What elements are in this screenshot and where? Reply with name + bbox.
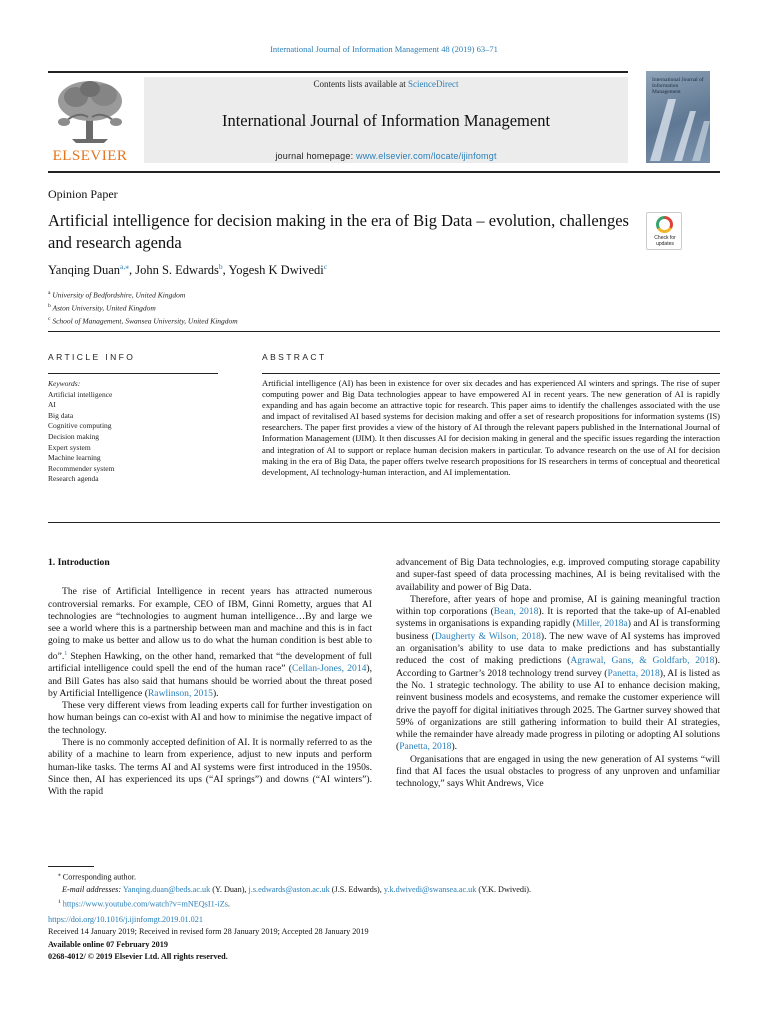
affiliation-item	[48, 288, 238, 301]
footnotes	[48, 869, 720, 910]
header-bottom-rule	[48, 171, 720, 173]
corresponding-author-note	[48, 869, 720, 884]
author-separator: ,	[128, 263, 136, 278]
affiliation-item	[48, 301, 238, 314]
affil-mark: c	[48, 316, 51, 322]
body-column-right	[396, 557, 720, 791]
keywords-block	[48, 379, 114, 485]
copyright: 0268-4012/ © 2019 Elsevier Ltd. All rights reserved.	[48, 952, 228, 962]
crossmark-label: Check for updates	[654, 235, 676, 247]
keyword-item: Research agenda	[48, 474, 99, 484]
email-note	[48, 884, 720, 896]
body-paragraph: There is no commonly accepted definition of AI. It is normally referred to as the ability of a machine to learn from experience, adjust to new inputs and perform human-like tasks. The terms AI and AI systems were first introduced in the 1950s. Since then, AI has experienced its ups (“AI springs”) and downs (“AI winters”). With the rapid	[48, 737, 372, 798]
text-run: ).	[451, 741, 458, 753]
citation-link[interactable]: Bean, 2018	[493, 606, 539, 618]
affil-mark: b	[48, 303, 51, 309]
section-rule	[48, 331, 720, 332]
affiliations	[48, 288, 238, 327]
footnote-1	[48, 896, 720, 911]
keyword-item: Machine learning	[48, 453, 101, 463]
email-link[interactable]: Yanqing.duan@beds.ac.uk	[122, 884, 211, 894]
author-list	[48, 262, 327, 278]
keyword-item: AI	[48, 400, 56, 410]
text-run: ), AI is listed as the No. 1 strategic technology. The ability to use AI to enhance decision making, reinvent business models and ecosystems, and remake the customer experience will drive the payoff for digital initiatives through 2025. The Gartner survey showed that 59% of organizations are still gathering information to build their AI strategies, while the remainder have already made progress in piloting or adopting AI solutions (	[396, 667, 720, 753]
footnote-mark: ⁎	[58, 872, 61, 878]
keyword-item: Recommender system	[48, 463, 115, 473]
youtube-link[interactable]: https://www.youtube.com/watch?v=mNEQsI1-iZs	[62, 899, 228, 909]
keyword-item: Big data	[48, 410, 74, 420]
keywords-label: Keywords:	[48, 379, 81, 388]
email-link[interactable]: y.k.dwivedi@swansea.ac.uk	[383, 884, 477, 894]
contents-line	[144, 79, 628, 89]
affil-text: University of Bedfordshire, United Kingdom	[52, 290, 186, 300]
corresponding-text: Corresponding author.	[62, 872, 137, 882]
text-run: ). According to Gartner’s 2018 technology trend survey (	[396, 655, 720, 679]
body-paragraph: These very different views from leading experts call for further investigation on how human beings can co-exist with AI and how to minimise the negative impact of the technology.	[48, 700, 372, 736]
article-type: Opinion Paper	[48, 187, 118, 201]
abstract-text: Artificial intelligence (AI) has been in existence for over six decades and has experienced AI winters and springs. The rise of super computing power and Big Data technologies appear to have empowered AI in recent years. The new generation of AI is rapidly expanding and has again become an attractive topic for research. This paper aims to identify the challenges associated with the use and impact of revitalised AI based systems for decision making and offer a set of research propositions for information systems (IS) researchers. The paper first provides a view of the history of AI through the relevant papers published in the International Journal of Information Management (IJIM). It then discusses AI for decision making in general and the specific issues regarding the interaction and integration of AI to support or replace human decision makers in particular. To advance research on the use of AI for decision making in the era of Big Data, the paper offers twelve research propositions for IS researchers in terms of conceptual and theoretical development, AI technology-human interaction, and AI implementation.	[262, 378, 720, 477]
body-rule	[48, 522, 720, 523]
affil-text: School of Management, Swansea University, United Kingdom	[52, 316, 238, 326]
body-paragraph	[396, 594, 720, 754]
body-column-left	[48, 557, 372, 799]
publication-info	[48, 914, 720, 964]
sciencedirect-link[interactable]: ScienceDirect	[408, 79, 459, 89]
citation-link[interactable]: Panetta, 2018	[607, 667, 660, 679]
received-dates: Received 14 January 2019; Received in revised form 28 January 2019; Accepted 28 January 2019	[48, 927, 369, 937]
citation-link[interactable]: Panetta, 2018	[399, 741, 452, 753]
doi-link[interactable]: https://doi.org/10.1016/j.ijinfomgt.2019.01.021	[48, 915, 203, 924]
text-run: Stephen Hawking, on the other hand, remarked that “the development of full artificial intelligence could spell the end of the human race” (	[48, 650, 372, 675]
crossmark-badge[interactable]	[646, 212, 682, 250]
author-separator: ,	[222, 263, 229, 278]
text-run: ).	[212, 687, 219, 699]
publisher-logo-text: ELSEVIER	[52, 148, 128, 164]
text-run: ), and Bill Gates has also said that humans should be worried about the threat posed by Artificial Intelligence (	[48, 663, 373, 699]
author-name[interactable]: John S. Edwards	[135, 263, 219, 278]
article-info-rule	[48, 373, 218, 374]
author-affil-mark[interactable]: c	[323, 262, 328, 271]
email-owner: (Y. Duan),	[210, 884, 249, 894]
tree-logo-icon	[52, 77, 128, 147]
article-title: Artificial intelligence for decision making in the era of Big Data – evolution, challenges and research agenda	[48, 211, 629, 252]
affil-mark: a	[48, 290, 51, 296]
article-info-heading: ARTICLE INFO	[48, 352, 136, 362]
journal-title: International Journal of Information Management	[221, 111, 551, 130]
author-name[interactable]: Yogesh K Dwivedi	[228, 263, 324, 278]
keyword-item: Artificial intelligence	[48, 389, 113, 399]
email-link[interactable]: j.s.edwards@aston.ac.uk	[248, 884, 330, 894]
text-run: ) and AI is transforming business (	[396, 618, 720, 642]
footnote-rule	[48, 866, 94, 867]
cover-graphic-icon	[646, 91, 710, 163]
footnote-ref[interactable]: 1	[64, 650, 68, 657]
body-paragraph	[48, 586, 372, 700]
abstract-heading: ABSTRACT	[262, 352, 327, 362]
citation-link[interactable]: Miller, 2018a	[575, 618, 628, 630]
keyword-item: Cognitive computing	[48, 421, 112, 431]
abstract-rule	[262, 373, 720, 374]
email-label: E-mail addresses:	[62, 884, 122, 894]
footnote-mark: 1	[58, 898, 61, 905]
text-run: The rise of Artificial Intelligence in recent years has attracted numerous controversial remarks. For example, CEO of IBM, Ginni Rometty, argues that AI technologies are “technologies to augment human intelligence…By and large we see a world where this is a partnership between man and machine and this is in fact going to make us better and allow us to do what the human condition is best able to do”.	[48, 586, 372, 662]
text-run: ). The new wave of AI systems has improved an organisation’s ability to use data to make predictions and has substantially reduced the cost of making predictions (	[396, 630, 720, 667]
cover-title: International Journal of Information Management	[652, 77, 704, 95]
citation-link[interactable]: Rawlinson, 2015	[147, 687, 213, 699]
homepage-line	[144, 151, 628, 161]
author-name[interactable]: Yanqing Duan	[48, 263, 120, 278]
affiliation-item	[48, 314, 238, 327]
keyword-item: Decision making	[48, 431, 100, 441]
journal-header-box	[144, 77, 628, 163]
homepage-prefix: journal homepage:	[275, 151, 356, 161]
crossmark-inner	[659, 219, 670, 230]
email-owner: (J.S. Edwards),	[329, 884, 384, 894]
publisher-logo[interactable]	[48, 77, 132, 165]
body-paragraph: Organisations that are engaged in using the new generation of AI systems “will find that AI faces the usual obstacles to progress of any unproven and unfamiliar technology,” says Whit Andrews, Vice	[396, 753, 720, 790]
citation-link[interactable]: Agrawal, Gans, & Goldfarb, 2018	[570, 655, 715, 667]
header-top-rule	[48, 71, 628, 73]
author-affil-mark[interactable]: b	[218, 262, 223, 271]
section-heading: 1. Introduction	[48, 557, 110, 568]
footnote-end: .	[227, 899, 230, 909]
journal-reference[interactable]: International Journal of Information Management 48 (2019) 63–71	[270, 44, 498, 54]
journal-homepage-link[interactable]: www.elsevier.com/locate/ijinfomgt	[356, 151, 497, 161]
email-owner: (Y.K. Dwivedi).	[476, 884, 532, 894]
journal-header	[48, 71, 628, 167]
text-run: ). It is reported that the take-up of AI-enabled systems in organisations is expanding rapidly (	[396, 606, 720, 630]
body-paragraph: advancement of Big Data technologies, e.g. improved computing storage capability and super-fast speed of data processing machines, AI is being revitalised with the availability and power of Big Data.	[396, 557, 720, 593]
author-affil-mark[interactable]: a,⁎	[120, 262, 129, 271]
text-run: Therefore, after years of hope and promise, AI is gaining meaningful traction within top corporations (	[396, 593, 720, 618]
affil-text: Aston University, United Kingdom	[52, 303, 156, 313]
citation-link[interactable]: Cellan-Jones, 2014	[292, 663, 367, 675]
journal-cover-image[interactable]	[646, 71, 710, 163]
available-online: Available online 07 February 2019	[48, 939, 168, 949]
keyword-item: Expert system	[48, 442, 91, 452]
citation-link[interactable]: Daugherty & Wilson, 2018	[434, 630, 541, 642]
contents-prefix: Contents lists available at	[313, 79, 408, 89]
